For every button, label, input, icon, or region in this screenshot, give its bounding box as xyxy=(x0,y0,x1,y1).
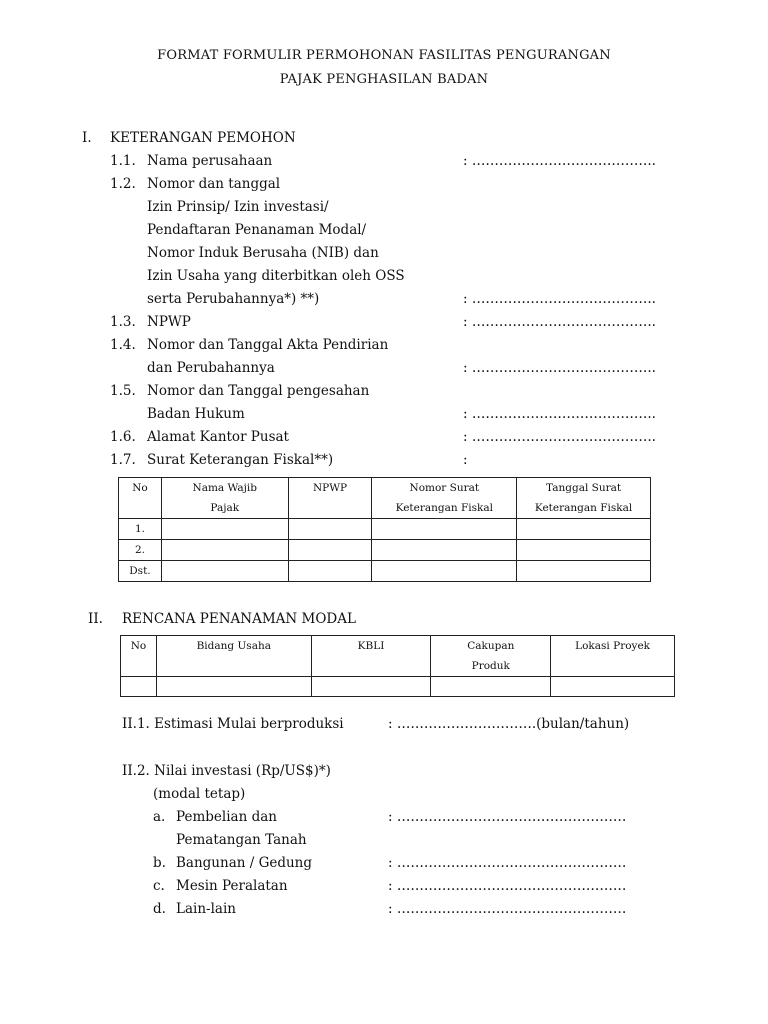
table-cell[interactable] xyxy=(431,677,551,697)
item-fill-line: : ………………………………….. xyxy=(463,291,656,307)
table-cell[interactable] xyxy=(372,561,517,582)
item-fill-line: : xyxy=(463,452,468,468)
table-cell[interactable] xyxy=(161,540,288,561)
nilai-item-fill-line: : …………………………………………… xyxy=(388,809,627,825)
item-label: Badan Hukum xyxy=(147,406,245,422)
item-fill-line: : ………………………………….. xyxy=(463,406,656,422)
title-line-1: FORMAT FORMULIR PERMOHONAN FASILITAS PENGURANGAN xyxy=(157,48,611,63)
table-row xyxy=(119,519,651,540)
item-label: Nomor dan Tanggal Akta Pendirian xyxy=(147,337,389,353)
item-label: Surat Keterangan Fiskal**) xyxy=(147,452,334,468)
section1-heading: KETERANGAN PEMOHON xyxy=(110,130,296,146)
item-number: 1.4. xyxy=(110,337,136,353)
table-cell[interactable] xyxy=(517,561,651,582)
nilai-item-label: Lain-lain xyxy=(176,901,236,917)
item-fill-line: : ………………………………….. xyxy=(463,314,656,330)
item-label: Izin Usaha yang diterbitkan oleh OSS xyxy=(147,268,405,284)
item-number: 1.6. xyxy=(110,429,136,445)
nilai-item-fill-line: : …………………………………………… xyxy=(388,901,627,917)
nilai-item-label: Bangunan / Gedung xyxy=(176,855,313,871)
table-cell[interactable] xyxy=(517,519,651,540)
table-header-bidang-usaha: Bidang Usaha xyxy=(156,636,311,677)
table-header-nomor-surat: Nomor Surat Keterangan Fiskal xyxy=(372,478,517,519)
item-fill-line: : ………………………………….. xyxy=(463,429,656,445)
item-label: Nama perusahaan xyxy=(147,153,273,169)
nilai-item-label: Mesin Peralatan xyxy=(176,878,288,894)
item-number: 1.5. xyxy=(110,383,136,399)
nilai-item-letter: d. xyxy=(153,901,166,917)
table-cell[interactable] xyxy=(121,677,157,697)
table-cell-no: 2. xyxy=(119,540,162,561)
table-row xyxy=(119,540,651,561)
nilai-item-label: Pematangan Tanah xyxy=(176,832,307,848)
table-cell[interactable] xyxy=(161,519,288,540)
item-label: Alamat Kantor Pusat xyxy=(147,429,289,445)
section2-numeral: II. xyxy=(88,611,103,627)
nilai-item-letter: a. xyxy=(153,809,166,825)
table-header-no: No xyxy=(119,478,162,519)
item-label: Nomor dan tanggal xyxy=(147,176,281,192)
nilai-item-fill-line: : …………………………………………… xyxy=(388,878,627,894)
table-cell[interactable] xyxy=(156,677,311,697)
table-header-npwp: NPWP xyxy=(288,478,372,519)
item-label: serta Perubahannya*) **) xyxy=(147,291,320,307)
section1-numeral: I. xyxy=(82,130,92,146)
nilai-investasi-label: II.2. Nilai investasi (Rp/US$)*) xyxy=(122,763,331,779)
table-header-lokasi-proyek: Lokasi Proyek xyxy=(551,636,675,677)
table-row xyxy=(119,561,651,582)
table-cell[interactable] xyxy=(288,519,372,540)
table-cell-no: Dst. xyxy=(119,561,162,582)
item-label: Pendaftaran Penanaman Modal/ xyxy=(147,222,367,238)
item-label: Nomor Induk Berusaha (NIB) dan xyxy=(147,245,379,261)
nilai-investasi-sub: (modal tetap) xyxy=(153,786,246,802)
table-header-no: No xyxy=(121,636,157,677)
table-cell[interactable] xyxy=(517,540,651,561)
item-fill-line: : ………………………………….. xyxy=(463,153,656,169)
table-header-cakupan-produk: Cakupan Produk xyxy=(431,636,551,677)
item-fill-line: : ………………………………….. xyxy=(463,360,656,376)
nilai-item-letter: c. xyxy=(153,878,165,894)
item-label: NPWP xyxy=(147,314,191,330)
table-cell[interactable] xyxy=(288,561,372,582)
item-number: 1.1. xyxy=(110,153,136,169)
nilai-item-fill-line: : …………………………………………… xyxy=(388,855,627,871)
nilai-item-letter: b. xyxy=(153,855,166,871)
item-number: 1.7. xyxy=(110,452,136,468)
nilai-item-label: Pembelian dan xyxy=(176,809,277,825)
table-cell[interactable] xyxy=(372,540,517,561)
item-label: Nomor dan Tanggal pengesahan xyxy=(147,383,370,399)
table-header-tanggal-surat: Tanggal Surat Keterangan Fiskal xyxy=(517,478,651,519)
item-label: dan Perubahannya xyxy=(147,360,275,376)
title-line-2: PAJAK PENGHASILAN BADAN xyxy=(279,72,489,87)
item-number: 1.3. xyxy=(110,314,136,330)
table-cell-no: 1. xyxy=(119,519,162,540)
estimasi-fill-line: : ………………………….(bulan/tahun) xyxy=(388,716,630,732)
fiskal-table xyxy=(118,477,651,582)
section2-heading: RENCANA PENANAMAN MODAL xyxy=(122,611,356,627)
table-header-row xyxy=(121,636,675,677)
table-cell[interactable] xyxy=(551,677,675,697)
penanaman-modal-table xyxy=(120,635,675,697)
table-header-kbli: KBLI xyxy=(311,636,431,677)
table-header-row xyxy=(119,478,651,519)
table-row xyxy=(121,677,675,697)
table-cell[interactable] xyxy=(311,677,431,697)
item-label: Izin Prinsip/ Izin investasi/ xyxy=(147,199,329,215)
item-number: 1.2. xyxy=(110,176,136,192)
estimasi-label: II.1. Estimasi Mulai berproduksi xyxy=(122,716,344,732)
table-header-nama-wajib-pajak: Nama Wajib Pajak xyxy=(161,478,288,519)
table-cell[interactable] xyxy=(161,561,288,582)
table-cell[interactable] xyxy=(372,519,517,540)
table-cell[interactable] xyxy=(288,540,372,561)
